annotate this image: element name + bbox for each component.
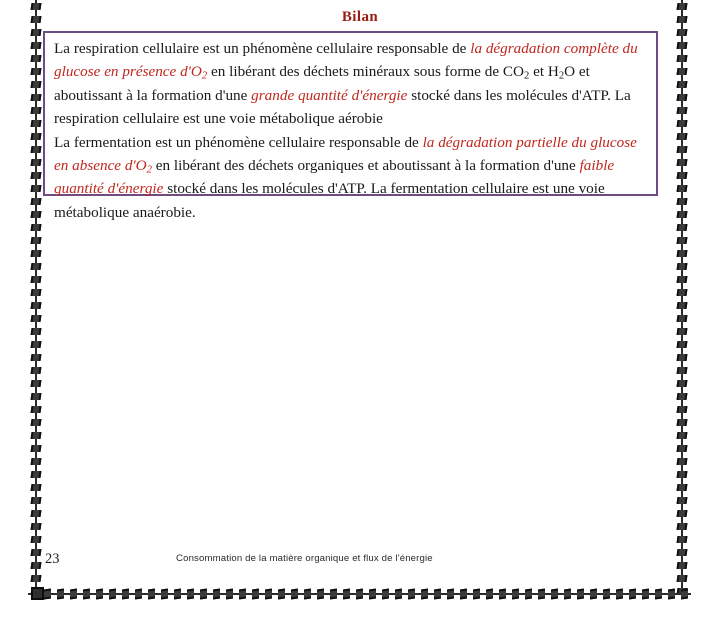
border-bead [28, 195, 44, 208]
decorative-corner-bead [28, 584, 48, 604]
bilan-body-text [54, 37, 647, 224]
border-bead [674, 364, 690, 377]
border-bead [457, 586, 470, 602]
border-bead [674, 286, 690, 299]
border-bead [28, 65, 44, 78]
border-bead [28, 247, 44, 260]
border-bead [674, 455, 690, 468]
border-bead [28, 182, 44, 195]
border-bead [28, 104, 44, 117]
border-bead [674, 299, 690, 312]
border-bead [674, 39, 690, 52]
border-bead [327, 586, 340, 602]
border-bead [28, 364, 44, 377]
border-bead [236, 586, 249, 602]
border-bead [674, 65, 690, 78]
text-segment: stocké dans les molécules d'ATP. La fermentation cellulaire est une voie métabolique anaérobie. [54, 180, 605, 221]
subscript: 2 [201, 70, 208, 82]
border-bead [674, 403, 690, 416]
border-bead [262, 586, 275, 602]
border-bead [674, 234, 690, 247]
border-bead [132, 586, 145, 602]
border-bead [522, 586, 535, 602]
border-bead [28, 442, 44, 455]
border-bead [431, 586, 444, 602]
emphasis-text: la dégradation partielle du glucose en absence d'O [54, 133, 637, 175]
border-bead [28, 78, 44, 91]
border-bead [674, 26, 690, 39]
border-bead [28, 234, 44, 247]
border-bead [674, 169, 690, 182]
border-bead [223, 586, 236, 602]
subscript: 2 [146, 164, 152, 176]
border-bead [366, 586, 379, 602]
decorative-bottom-border [28, 586, 680, 602]
border-bead [561, 586, 574, 602]
border-bead [340, 586, 353, 602]
border-bead [28, 39, 44, 52]
subscript-co2: 2 [523, 70, 530, 82]
border-bead [674, 247, 690, 260]
border-bead [674, 221, 690, 234]
border-bead [28, 208, 44, 221]
border-bead [674, 325, 690, 338]
border-bead [674, 572, 690, 585]
border-bead [184, 586, 197, 602]
decorative-left-border [28, 0, 44, 590]
border-bead [28, 494, 44, 507]
subscript-h2o: 2 [558, 70, 565, 82]
border-bead [28, 52, 44, 65]
page-title: Bilan [341, 9, 379, 25]
border-bead [674, 533, 690, 546]
text-segment: et H [529, 63, 559, 81]
border-bead [674, 117, 690, 130]
border-bead [674, 104, 690, 117]
border-bead [674, 546, 690, 559]
border-bead [535, 586, 548, 602]
border-bead [418, 586, 431, 602]
border-bead [674, 468, 690, 481]
border-bead [470, 586, 483, 602]
footer-caption: Consommation de la matière organique et flux de l'énergie [176, 553, 433, 564]
border-bead [93, 586, 106, 602]
border-bead [405, 586, 418, 602]
border-bead [28, 312, 44, 325]
border-bead [28, 559, 44, 572]
border-bead [548, 586, 561, 602]
border-bead [28, 546, 44, 559]
border-bead [80, 586, 93, 602]
border-bead [652, 586, 665, 602]
border-bead [28, 533, 44, 546]
border-bead [288, 586, 301, 602]
border-bead [613, 586, 626, 602]
border-bead [249, 586, 262, 602]
border-bead [54, 586, 67, 602]
border-bead [444, 586, 457, 602]
border-bead [28, 130, 44, 143]
border-bead [674, 78, 690, 91]
border-bead [674, 195, 690, 208]
bilan-summary-box [43, 31, 658, 221]
border-bead [674, 494, 690, 507]
text-segment: La fermentation est un phénomène cellulaire responsable de [54, 133, 423, 151]
border-bead [28, 468, 44, 481]
border-bead [626, 586, 639, 602]
border-bead [145, 586, 158, 602]
border-bead [301, 586, 314, 602]
text-segment: La respiration cellulaire est un phénomène cellulaire responsable de [54, 40, 471, 57]
border-bead [28, 325, 44, 338]
border-bead [496, 586, 509, 602]
text-segment: O et aboutissant à la formation d'une [54, 63, 590, 104]
border-bead [275, 586, 288, 602]
emphasis-grande-quantite-energie: grande quantité d'énergie [251, 86, 408, 104]
border-bead [28, 429, 44, 442]
paragraph-fermentation [54, 134, 637, 221]
border-bead [171, 586, 184, 602]
border-bead [67, 586, 80, 602]
border-bead [28, 390, 44, 403]
border-bead [674, 416, 690, 429]
border-bead [674, 351, 690, 364]
text-segment: en libérant des déchets organiques et aboutissant à la formation d'une [151, 157, 580, 175]
border-bead [483, 586, 496, 602]
border-bead [392, 586, 405, 602]
border-bead [158, 586, 171, 602]
border-bead [674, 208, 690, 221]
border-bead [28, 143, 44, 156]
border-bead [28, 403, 44, 416]
border-bead [674, 182, 690, 195]
border-bead [674, 143, 690, 156]
border-bead [197, 586, 210, 602]
border-bead [674, 338, 690, 351]
emphasis-faible-quantite-energie: faible quantité d'énergie [54, 157, 615, 198]
border-bead [28, 351, 44, 364]
border-bead [674, 390, 690, 403]
border-bead [674, 273, 690, 286]
page-number: 23 [45, 551, 60, 567]
border-bead [674, 481, 690, 494]
border-bead [28, 286, 44, 299]
border-bead [674, 91, 690, 104]
border-bead [674, 507, 690, 520]
border-bead [28, 520, 44, 533]
emphasis-text: la dégradation complète du glucose en présence d'O [54, 40, 638, 81]
border-bead [353, 586, 366, 602]
border-bead [674, 377, 690, 390]
border-bead [28, 377, 44, 390]
border-bead [119, 586, 132, 602]
border-bead [28, 273, 44, 286]
border-bead [600, 586, 613, 602]
border-bead [674, 312, 690, 325]
paragraph-respiration [54, 40, 638, 127]
border-bead [674, 130, 690, 143]
border-bead [28, 91, 44, 104]
border-bead [379, 586, 392, 602]
border-bead [678, 586, 691, 602]
border-bead [28, 156, 44, 169]
border-bead [28, 481, 44, 494]
border-bead [28, 507, 44, 520]
decorative-right-border [674, 0, 690, 590]
text-segment: en libérant des déchets minéraux sous forme de CO [207, 63, 524, 81]
border-bead [28, 169, 44, 182]
border-bead [674, 520, 690, 533]
border-bead [28, 26, 44, 39]
border-bead [674, 52, 690, 65]
border-bead [674, 442, 690, 455]
border-bead [665, 586, 678, 602]
border-bead [28, 455, 44, 468]
border-bead [639, 586, 652, 602]
border-bead [314, 586, 327, 602]
border-bead [28, 416, 44, 429]
border-bead [210, 586, 223, 602]
border-bead [574, 586, 587, 602]
border-bead [587, 586, 600, 602]
border-bead [28, 338, 44, 351]
border-bead [674, 429, 690, 442]
border-bead [28, 260, 44, 273]
border-bead [674, 559, 690, 572]
border-bead [28, 221, 44, 234]
border-bead [674, 260, 690, 273]
border-bead [106, 586, 119, 602]
text-segment: stocké dans les molécules d'ATP. La respiration cellulaire est une voie métabolique aérobie [54, 86, 631, 128]
border-bead [674, 156, 690, 169]
border-bead [28, 117, 44, 130]
border-bead [509, 586, 522, 602]
border-bead [28, 299, 44, 312]
